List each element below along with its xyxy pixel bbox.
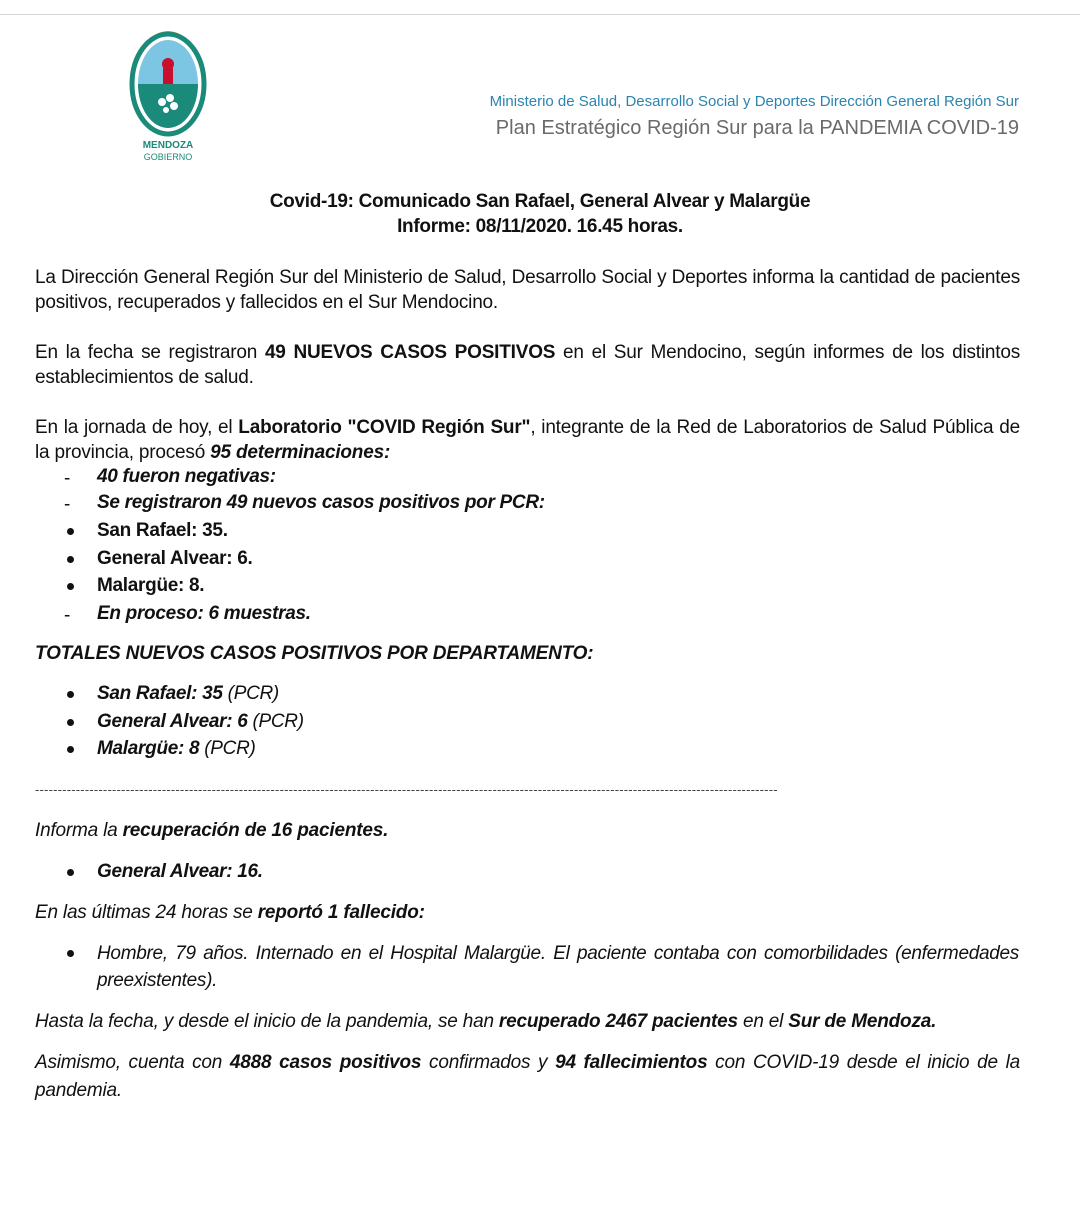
list-item: Hombre, 79 años. Internado en el Hospital Malargüe. El paciente contaba con comorbilidades (enfermedades preexistentes). bbox=[97, 943, 1019, 991]
separator-line: -------------------------------------------------------------------------------------------------------------------------------------------------------------------- bbox=[35, 782, 778, 797]
new-cases-paragraph: En la fecha se registraron 49 NUEVOS CASOS POSITIVOS en el Sur Mendocino, según informes de los distintos establecimientos de salud. bbox=[35, 342, 1021, 388]
bullet-icon bbox=[67, 528, 74, 535]
list-item: San Rafael: 35. bbox=[97, 520, 228, 541]
top-rule bbox=[0, 14, 1080, 15]
list-item: Malargüe: 8. bbox=[97, 575, 205, 596]
report-title: Covid-19: Comunicado San Rafael, General Alvear y Malargüe bbox=[269, 191, 811, 212]
list-item: 40 fueron negativas: bbox=[97, 466, 276, 487]
recovery-paragraph: Informa la recuperación de 16 pacientes. bbox=[35, 820, 389, 841]
lab-paragraph: En la jornada de hoy, el Laboratorio "COVID Región Sur", integrante de la Red de Laboratorios de Salud Pública de la provincia, procesó 95 determinaciones: bbox=[35, 417, 1020, 463]
coat-of-arms-icon bbox=[128, 26, 208, 138]
plan-header: Plan Estratégico Región Sur para la PANDEMIA COVID-19 bbox=[495, 117, 1019, 139]
bullet-icon bbox=[67, 719, 74, 726]
logo-text-mendoza: MENDOZA bbox=[142, 140, 194, 151]
report-date: Informe: 08/11/2020. 16.45 horas. bbox=[397, 216, 683, 237]
list-dash: - bbox=[64, 605, 71, 626]
list-item: General Alvear: 6 (PCR) bbox=[97, 711, 304, 732]
list-item: General Alvear: 6. bbox=[97, 548, 253, 569]
deaths-paragraph: En las últimas 24 horas se reportó 1 fallecido: bbox=[35, 902, 425, 923]
bullet-icon bbox=[67, 556, 74, 563]
list-item: General Alvear: 16. bbox=[97, 861, 263, 882]
summary-paragraph: Asimismo, cuenta con 4888 casos positivos confirmados y 94 fallecimientos con COVID-19 desde el inicio de la pandemia. bbox=[35, 1052, 1020, 1101]
mendoza-logo bbox=[128, 26, 208, 166]
bullet-icon bbox=[67, 691, 74, 698]
ministry-header: Ministerio de Salud, Desarrollo Social y Deportes Dirección General Región Sur bbox=[489, 93, 1019, 110]
list-dash: - bbox=[64, 468, 71, 489]
list-item: En proceso: 6 muestras. bbox=[97, 603, 311, 624]
bullet-icon bbox=[67, 583, 74, 590]
list-item: Se registraron 49 nuevos casos positivos por PCR: bbox=[97, 492, 545, 513]
bullet-icon bbox=[67, 950, 74, 957]
logo-text-gobierno: GOBIERNO bbox=[143, 152, 193, 162]
cumulative-paragraph: Hasta la fecha, y desde el inicio de la pandemia, se han recuperado 2467 pacientes en el Sur de Mendoza. bbox=[35, 1011, 937, 1032]
list-item: Malargüe: 8 (PCR) bbox=[97, 738, 256, 759]
list-item: San Rafael: 35 (PCR) bbox=[97, 683, 279, 704]
totals-heading: TOTALES NUEVOS CASOS POSITIVOS POR DEPARTAMENTO: bbox=[35, 643, 594, 664]
intro-paragraph: La Dirección General Región Sur del Ministerio de Salud, Desarrollo Social y Deportes informa la cantidad de pacientes positivos, recuperados y fallecidos en el Sur Mendocino. bbox=[35, 267, 1020, 313]
bullet-icon bbox=[67, 746, 74, 753]
list-dash: - bbox=[64, 494, 71, 515]
bullet-icon bbox=[67, 869, 74, 876]
